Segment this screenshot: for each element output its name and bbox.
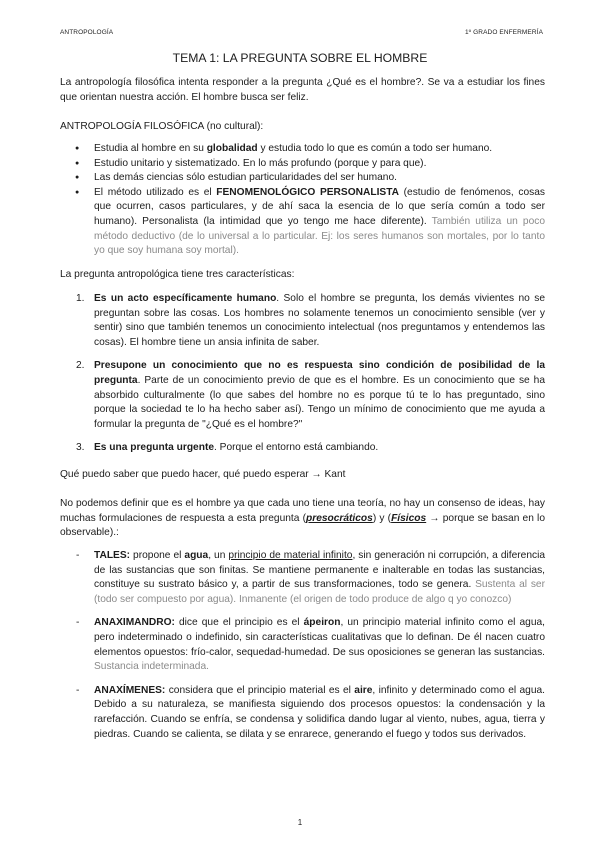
list-item: 3. Es una pregunta urgente. Porque el entorno está cambiando.	[76, 442, 379, 454]
numbered-list	[60, 292, 545, 465]
list-item: 1. Es un acto específicamente humano. Solo el hombre se pregunta, los demás vivientes no se preguntan sobre las cosas. Los hombres no solamente tenemos un conocimiento sensible (ver y sentir) sino que también tenemos un conocimiento intelectual (nos preguntamos y entendemos las cosas). El hombre tiene un ansia infinita de saber.	[76, 293, 545, 348]
header-subject: ANTROPOLOGÍA	[60, 29, 114, 36]
kant-line: Qué puedo saber que puedo hacer, qué puedo esperar → Kant	[60, 469, 346, 480]
page-title: TEMA 1: LA PREGUNTA SOBRE EL HOMBRE	[172, 51, 428, 65]
list-item: 2. Presupone un conocimiento que no es respuesta sino condición de posibilidad de la pregunta. Parte de un conocimiento previo de que es el hombre. Es un conocimiento que se ha absorbido culturalmente (lo que sabes del hombre no es porque tú te lo has preguntado, sino porque la sociedad te lo ha hecho saber así). Tengo un mínimo de conocimiento que me ayuda a formular la pregunta de "¿Qué es el hombre?"	[76, 360, 545, 430]
list-item-anaximenes: - ANAXÍMENES: considera que el principio material es el aire, infinito y determinado como el agua. Debido a su naturaleza, se manifiesta siguiendo dos procesos opuestos: la condensación y la rarefacción. Cuando se enfría, se condensa y solidifica dando lugar al viento, nubes, agua, tierra y piedras. Cuando se calienta, se dilata y se enrarece, generando el fuego y todos sus derivados.	[76, 684, 545, 740]
page-number: 1	[297, 818, 303, 827]
define-paragraph: No podemos definir que es el hombre ya que cada uno tiene una teoría, no hay un consenso de ideas, hay muchas formulaciones de respuesta a esta pregunta (presocráticos) y (Físicos → porque se basan en lo observable).:	[60, 498, 545, 539]
philosophers-list	[60, 549, 545, 751]
section2-heading: La pregunta antropológica tiene tres características:	[60, 269, 295, 280]
list-item: ● Estudia al hombre en su globalidad y estudia todo lo que es común a todo ser humano.	[60, 142, 545, 157]
intro-paragraph: La antropología filosófica intenta responder a la pregunta ¿Qué es el hombre?. Se va a estudiar los fines que orientan nuestra acción. El hombre busca ser feliz.	[60, 77, 545, 103]
list-item: ● Las demás ciencias sólo estudian particularidades del ser humano.	[60, 171, 545, 186]
list-item: ● El método utilizado es el FENOMENOLÓGICO PERSONALISTA (estudio de fenómenos, cosas que ocurren, casos particulares, y de ahí saca la esencia de lo que sería común a todo ser humano). Personalista (la intimidad que yo tengo me hace diferente). También utiliza un poco método deductivo (de lo universal a lo particular. Ej: los seres humanos son mortales, por lo tanto yo que soy humana soy mortal).	[60, 186, 545, 259]
bullet-list	[60, 142, 545, 259]
list-item-tales: - TALES: propone el agua, un principio de material infinito, sin generación ni corrupción, a diferencia de las sustancias que son finitas. Se mantiene permanente e inalterable en todas las sustancias, constituye su sustrato básico y, a partir de sus transformaciones, todo se genera. Sustenta al ser (todo ser compuesto por agua). Inmanente (el origen de todo produce de algo q yo conozco)	[76, 550, 546, 605]
list-item: ● Estudio unitario y sistematizado. En lo más profundo (porque y para que).	[60, 157, 545, 172]
header-course: 1º GRADO ENFERMERÍA	[465, 29, 543, 36]
list-item-anaximandro: - ANAXIMANDRO: dice que el principio es el ápeiron, un principio material infinito como el agua, pero indeterminado o indefinido, sin características cualitativas que lo definan. De él nacen cuatro elementos opuestos: frío-calor, sequedad-humedad. De sus oposiciones se generan las sustancias. Sustancia indeterminada.	[76, 617, 546, 673]
section1-heading: ANTROPOLOGÍA FILOSÓFICA (no cultural):	[60, 121, 264, 132]
